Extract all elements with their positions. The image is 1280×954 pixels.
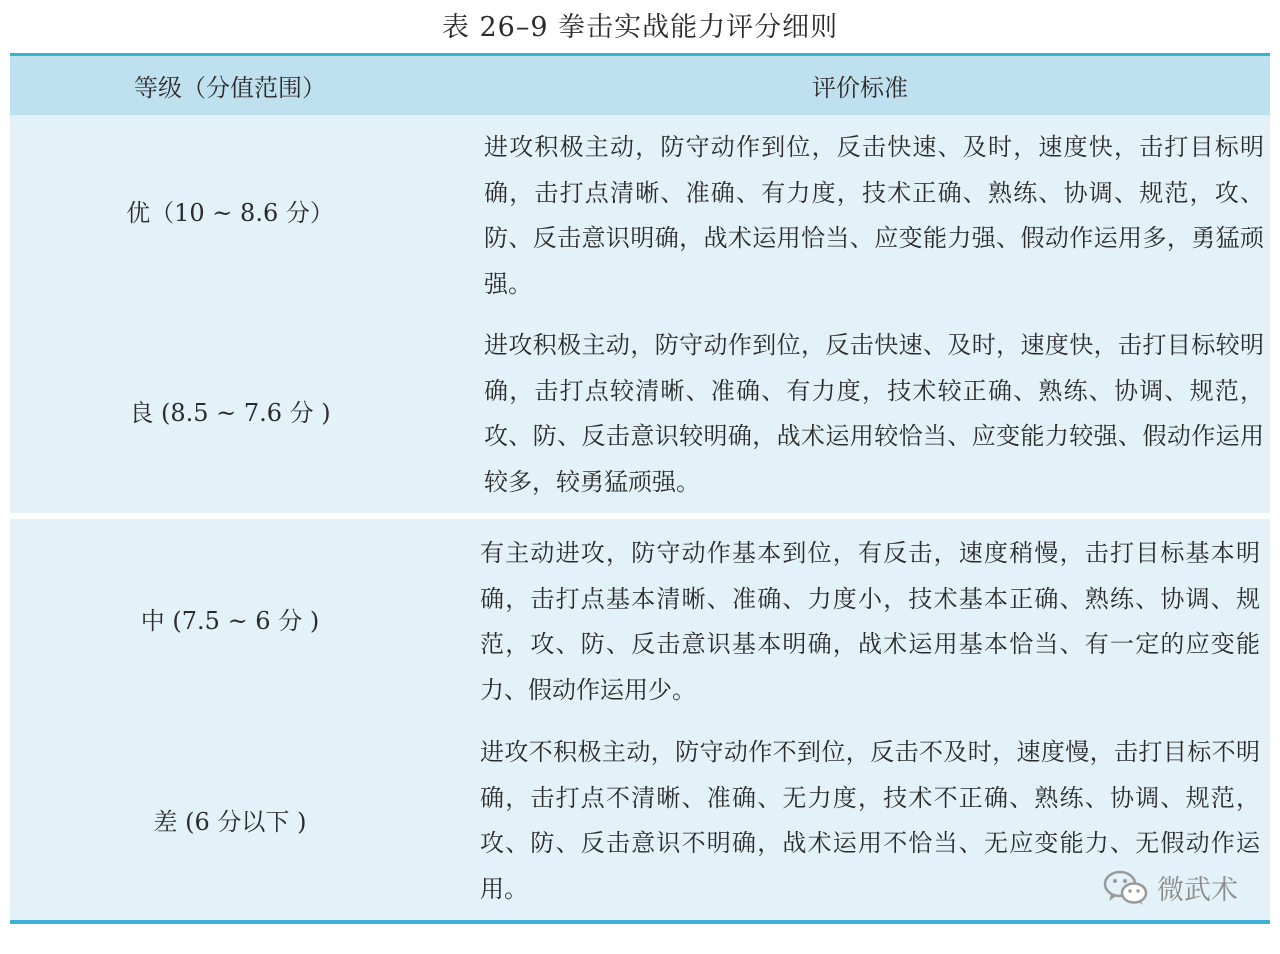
row-group-lower bbox=[10, 519, 1270, 920]
header-criteria: 评价标准 bbox=[812, 74, 908, 102]
grade-cell: 中 (7.5 ~ 6 分 ) bbox=[140, 607, 320, 635]
bottom-rule bbox=[10, 920, 1270, 924]
scoring-table bbox=[10, 53, 1270, 924]
criteria-cell: 有主动进攻，防守动作基本到位，有反击，速度稍慢，击打目标基本明确，击打点基本清晰、准确、力度小，技术基本正确、熟练、协调、规范，攻、防、反击意识基本明确，战术运用基本恰当、有一定的应变能力、假动作运用少。 bbox=[480, 539, 1260, 704]
grade-cell: 优（10 ~ 8.6 分） bbox=[126, 199, 334, 227]
grade-cell: 良 (8.5 ~ 7.6 分 ) bbox=[129, 399, 331, 427]
watermark-text: 微武术 bbox=[1157, 875, 1238, 906]
watermark bbox=[1103, 868, 1238, 907]
table-header bbox=[10, 56, 1270, 115]
header-grade: 等级（分值范围） bbox=[134, 74, 326, 102]
grade-cell: 差 (6 分以下 ) bbox=[153, 808, 307, 836]
criteria-cell: 进攻积极主动，防守动作到位，反击快速、及时，速度快，击打目标明确，击打点清晰、准确、有力度，技术正确、熟练、协调、规范，攻、防、反击意识明确，战术运用恰当、应变能力强、假动作运用多，勇猛顽强。 bbox=[484, 133, 1264, 298]
wechat-icon bbox=[1103, 869, 1149, 907]
criteria-cell: 进攻积极主动，防守动作到位，反击快速、及时，速度快，击打目标较明确，击打点较清晰、准确、有力度，技术较正确、熟练、协调、规范，攻、防、反击意识较明确，战术运用较恰当、应变能力较强、假动作运用较多，较勇猛顽强。 bbox=[484, 331, 1264, 496]
criteria-cell: 进攻不积极主动，防守动作不到位，反击不及时，速度慢，击打目标不明确，击打点不清晰、准确、无力度，技术不正确、熟练、协调、规范，攻、防、反击意识不明确，战术运用不恰当、无应变能力、无假动作运用。 bbox=[480, 738, 1260, 903]
table-title: 表 26–9 拳击实战能力评分细则 bbox=[441, 12, 839, 43]
row-group-upper bbox=[10, 115, 1270, 513]
